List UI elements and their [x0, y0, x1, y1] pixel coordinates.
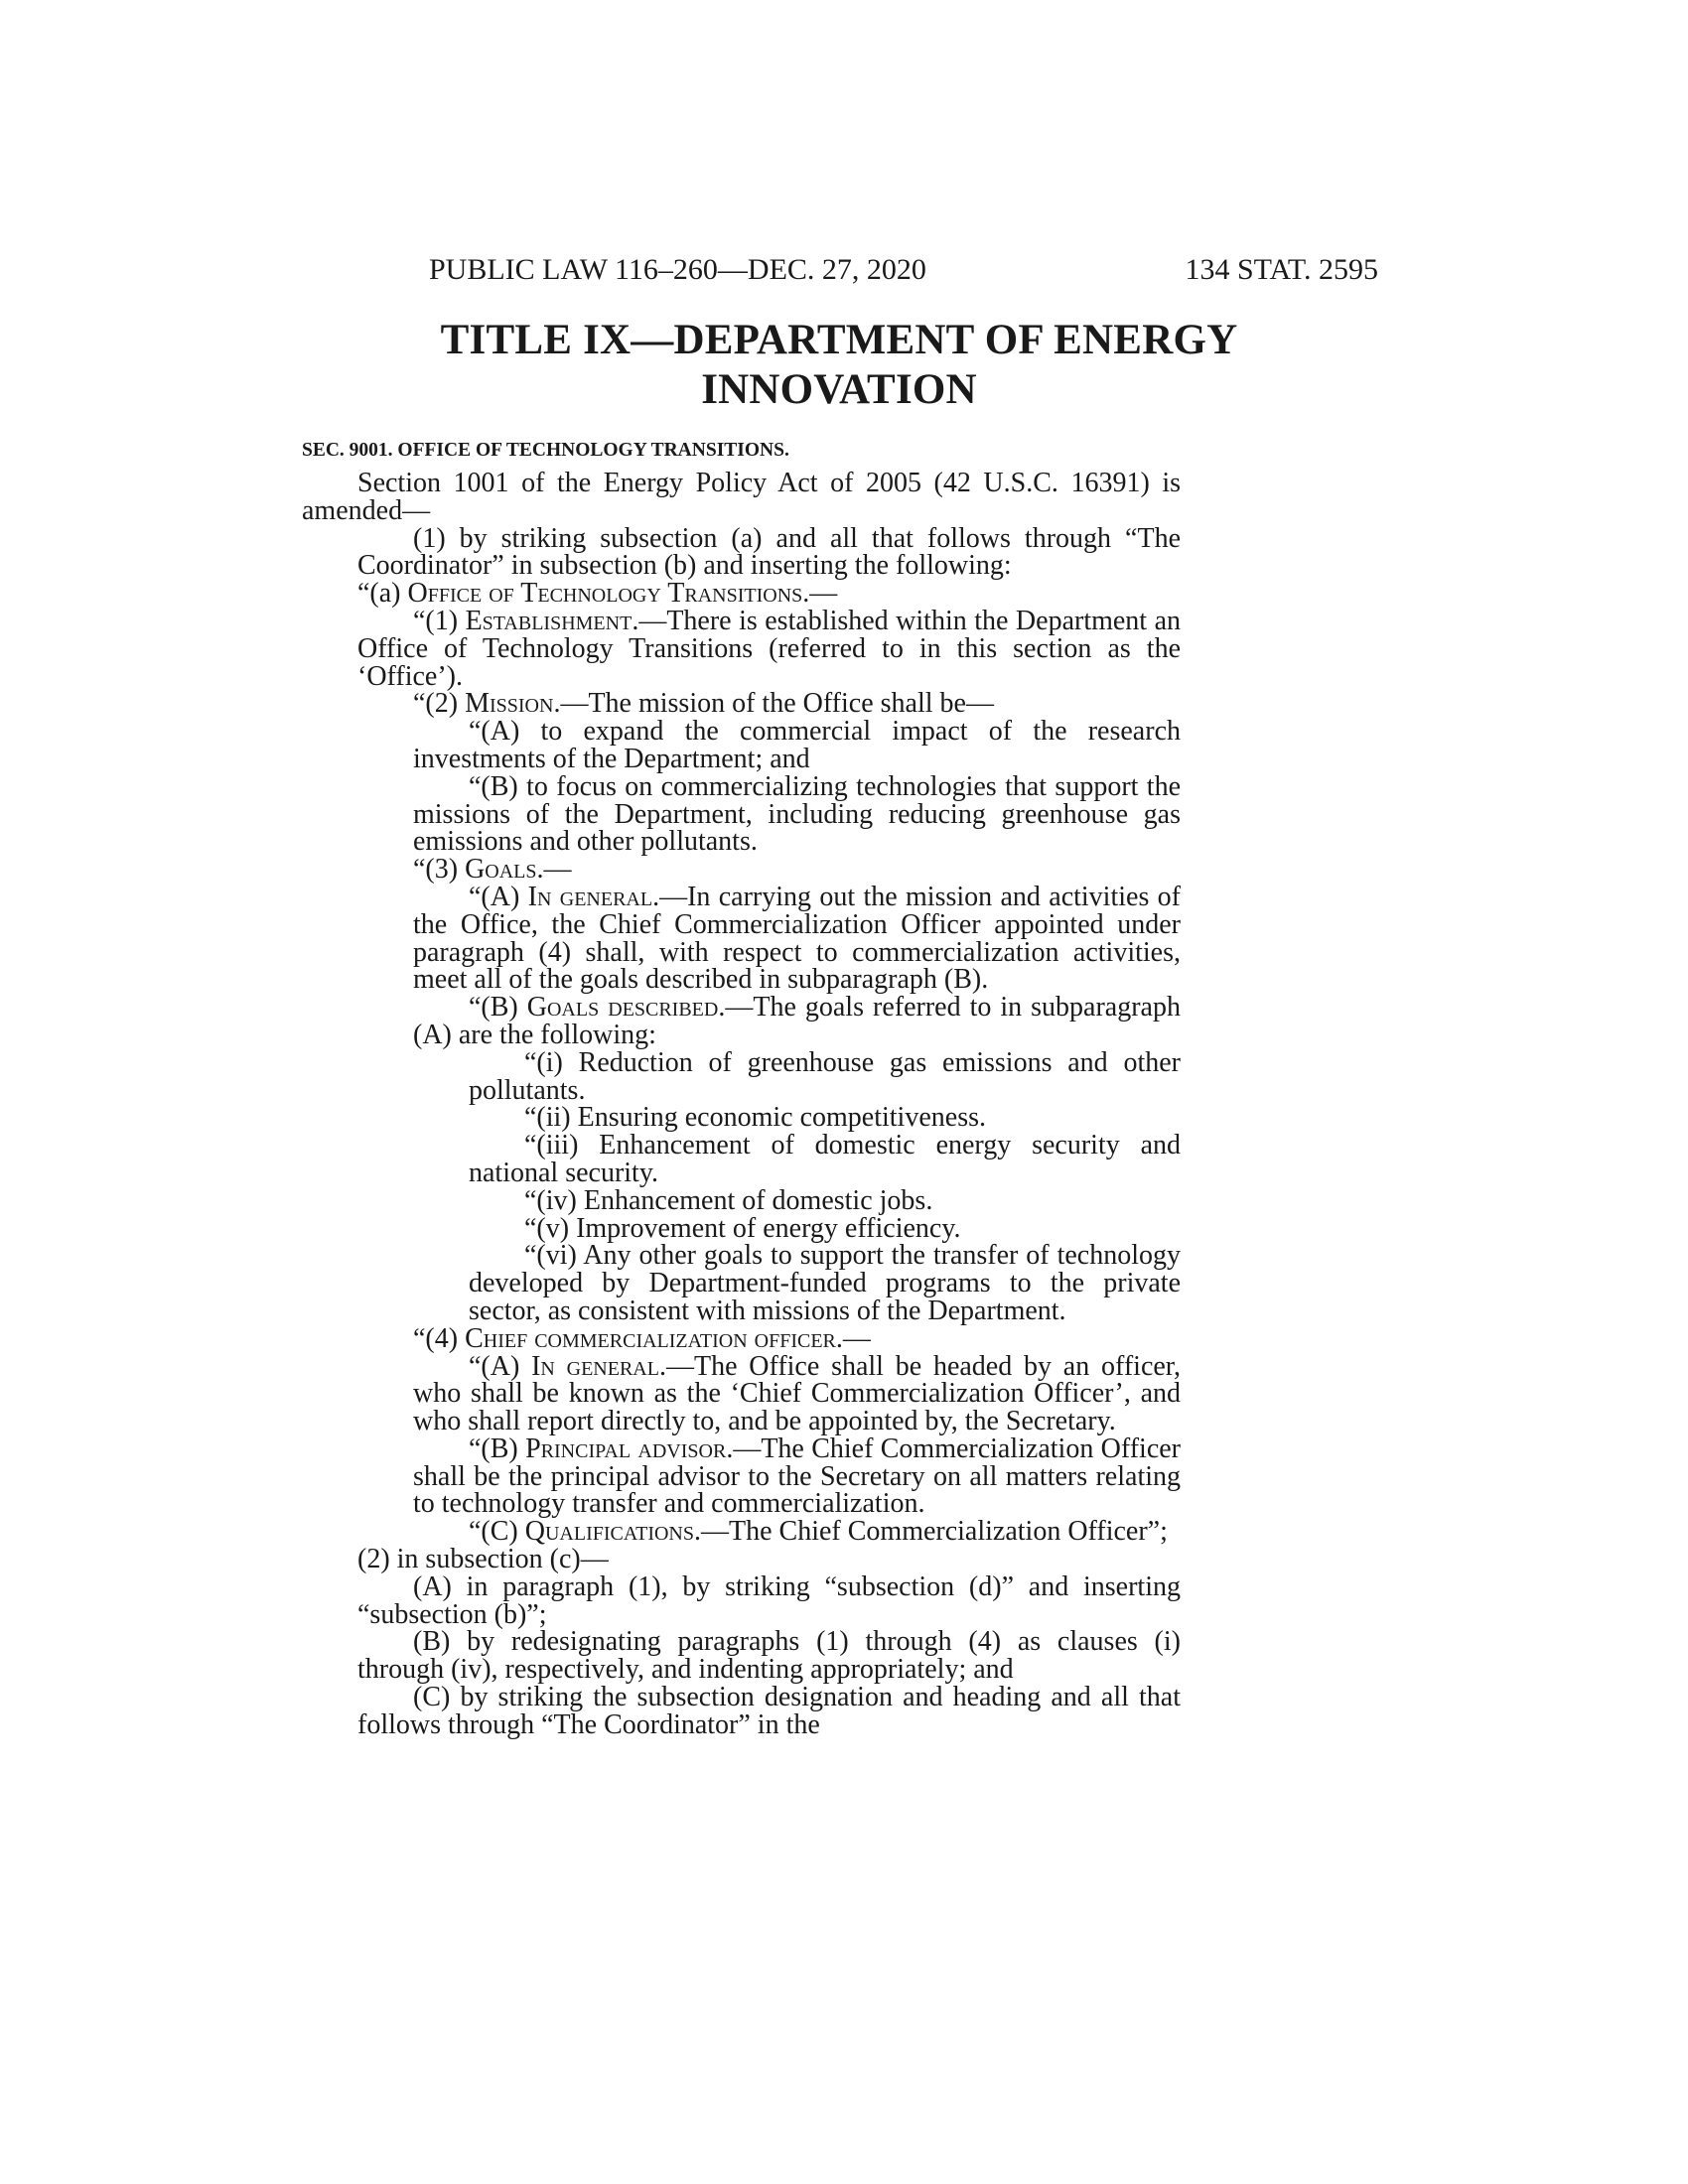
paragraph-amendment-1: (1) by striking subsection (a) and all that follows through “The Coordinator” in subsection (b) and inserting the following:: [357, 522, 1181, 582]
paragraph-mission-b: “(B) to focus on commercializing technologies that support the missions of the Department, including reducing greenhouse gas emissions and other pollutants.: [413, 770, 1181, 858]
title-heading: [298, 316, 1380, 415]
title-line-2: INNOVATION: [701, 366, 977, 413]
paragraph-subsection-a: “(a) Office of Technology Transitions.—: [357, 578, 838, 610]
paragraph-qualifications: “(C) Qualifications.—The Chief Commercialization Officer”;: [469, 1516, 1168, 1548]
small-caps-heading: Mission: [465, 688, 554, 720]
title-line-1: TITLE IX—DEPARTMENT OF ENERGY: [440, 317, 1238, 363]
paragraph-amendment-2a: (A) in paragraph (1), by striking “subsection (d)” and inserting “subsection (b)”;: [357, 1570, 1181, 1630]
paragraph-establishment: “(1) Establishment.—There is established within the Department an Office of Technology Transitions (referred to in this section as the ‘Office’).: [357, 605, 1182, 692]
small-caps-heading: In general: [527, 881, 653, 912]
paragraph-goal-iv: “(iv) Enhancement of domestic jobs.: [524, 1184, 933, 1216]
paragraph-goal-i: “(i) Reduction of greenhouse gas emissions and other pollutants.: [469, 1046, 1181, 1106]
section-heading: SEC. 9001. OFFICE OF TECHNOLOGY TRANSITIONS.: [302, 440, 789, 461]
running-header: [429, 250, 1378, 290]
small-caps-heading: Qualifications: [524, 1516, 694, 1548]
section-body: [302, 470, 1181, 1739]
small-caps-heading: Office of Technology Transitions: [407, 578, 803, 610]
small-caps-heading: In general: [531, 1350, 659, 1382]
small-caps-heading: Goals described: [526, 992, 719, 1024]
small-caps-heading: Goals: [465, 854, 537, 886]
paragraph-goal-v: “(v) Improvement of energy efficiency.: [524, 1212, 961, 1244]
paragraph-mission: “(2) Mission.—The mission of the Office shall be—: [413, 688, 994, 720]
paragraph-goal-ii: “(ii) Ensuring economic competitiveness.: [524, 1102, 986, 1134]
paragraph-goals-described: “(B) Goals described.—The goals referred to in subparagraph (A) are the following:: [413, 992, 1181, 1050]
paragraph-amendment-2c: (C) by striking the subsection designation and heading and all that follows through “The Coordinator” in the: [357, 1682, 1181, 1740]
paragraph-mission-a: “(A) to expand the commercial impact of the research investments of the Department; and: [413, 716, 1181, 774]
paragraph-officer-in-general: “(A) In general.—The Office shall be headed by an officer, who shall be known as the ‘Chief Commercialization Officer’, and who shall report directly to, and be appointed by, the Secretary.: [413, 1350, 1182, 1437]
paragraph-intro: Section 1001 of the Energy Policy Act of 2005 (42 U.S.C. 16391) is amended—: [302, 468, 1181, 526]
small-caps-heading: Chief commercialization officer: [465, 1322, 836, 1354]
small-caps-heading: Establishment: [465, 605, 633, 636]
paragraph-goals: “(3) Goals.—: [413, 854, 572, 886]
paragraph-amendment-2: (2) in subsection (c)—: [357, 1544, 609, 1575]
paragraph-goals-in-general: “(A) In general.—In carrying out the mission and activities of the Office, the Chief Commercialization Officer appointed under paragraph (4) shall, with respect to commercialization activities, meet all of the goals described in subparagraph (B).: [413, 881, 1182, 996]
paragraph-amendment-2b: (B) by redesignating paragraphs (1) through (4) as clauses (i) through (iv), respectively, and indenting appropriately; and: [357, 1626, 1181, 1686]
statute-page-number: 134 STAT. 2595: [1185, 253, 1378, 286]
paragraph-goal-vi: “(vi) Any other goals to support the transfer of technology developed by Department-funded programs to the private sector, as consistent with missions of the Department.: [469, 1240, 1181, 1326]
small-caps-heading: Principal advisor: [525, 1433, 727, 1464]
paragraph-goal-iii: “(iii) Enhancement of domestic energy security and national security.: [469, 1130, 1181, 1188]
paragraph-chief-officer: “(4) Chief commercialization officer.—: [413, 1322, 871, 1354]
paragraph-principal-advisor: “(B) Principal advisor.—The Chief Commercialization Officer shall be the principal advisor to the Secretary on all matters relating to technology transfer and commercialization.: [413, 1433, 1181, 1520]
public-law-citation: PUBLIC LAW 116–260—DEC. 27, 2020: [429, 253, 926, 286]
